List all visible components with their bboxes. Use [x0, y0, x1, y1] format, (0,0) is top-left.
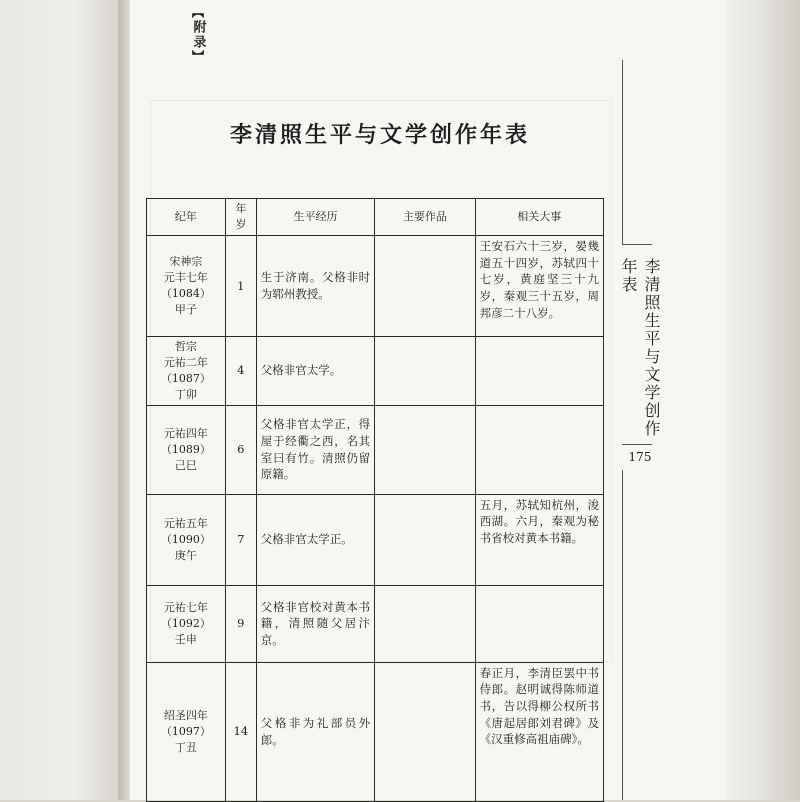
- era-line: 丁丑: [174, 740, 197, 754]
- era-line: 庚午: [174, 548, 197, 562]
- page-number: 175: [628, 450, 652, 464]
- works-cell: [375, 585, 475, 662]
- table-row: [147, 405, 604, 494]
- events-cell: 春正月，李清臣罢中书侍郎。赵明诚得陈师道书，告以得柳公权所书《唐起居郎刘君碑》及《汉重修高祖庙碑》。: [475, 662, 603, 801]
- header-events: 相关大事: [475, 199, 603, 236]
- age-cell: 7: [225, 494, 256, 585]
- life-cell: 父格非官太学。: [256, 336, 374, 405]
- era-line: 丁卯: [174, 387, 197, 401]
- works-cell: [375, 494, 475, 585]
- page-title: 李清照生平与文学创作年表: [229, 123, 530, 148]
- table-row: [147, 336, 604, 405]
- age-cell: 6: [225, 405, 256, 494]
- header-life: 生平经历: [256, 199, 374, 236]
- header-age: 年岁: [225, 199, 256, 236]
- life-cell: 父格非官太学正。: [256, 494, 374, 585]
- era-line: 宋神宗: [169, 255, 203, 268]
- header-works: 主要作品: [375, 199, 475, 236]
- side-rule: [622, 444, 652, 445]
- life-cell: 生于济南。父格非时为郓州教授。: [256, 235, 374, 336]
- era-line: （1084）: [160, 286, 211, 300]
- era-line: （1089）: [160, 442, 211, 456]
- table-row: [147, 494, 604, 585]
- life-cell: 父格非官太学正，得屋于经衢之西，名其室曰有竹。清照仍留原籍。: [256, 405, 374, 494]
- side-rule: [622, 470, 623, 800]
- era-line: 元丰七年: [163, 270, 208, 284]
- works-cell: [375, 336, 475, 405]
- side-rule: [622, 60, 623, 245]
- era-cell: [147, 494, 226, 585]
- era-line: 绍圣四年: [163, 708, 208, 722]
- era-line: （1092）: [160, 616, 211, 630]
- right-page-edge: [722, 0, 800, 800]
- side-rule: [622, 244, 652, 245]
- age-cell: 14: [225, 662, 256, 801]
- age-cell: 9: [225, 585, 256, 662]
- events-cell: 五月，苏轼知杭州，浚西湖。六月，秦观为秘书省校对黄本书籍。: [475, 494, 603, 585]
- works-cell: [375, 235, 475, 336]
- events-cell: [475, 405, 603, 494]
- table-row: [147, 235, 604, 336]
- events-cell: [475, 585, 603, 662]
- appendix-bracket: 】: [190, 50, 205, 64]
- events-cell: [475, 336, 603, 405]
- era-cell: [147, 405, 226, 494]
- events-cell: 王安石六十三岁，晏幾道五十四岁，苏轼四十七岁，黄庭坚三十九岁，秦观三十五岁，周邦彦二十八岁。: [475, 235, 603, 336]
- era-line: （1097）: [160, 724, 211, 738]
- era-cell: [147, 662, 226, 801]
- left-page-edge: [0, 0, 122, 800]
- life-cell: 父格非为礼部员外郎。: [256, 662, 374, 801]
- era-line: 元祐二年: [163, 355, 208, 369]
- life-cell: 父格非官校对黄本书籍，清照随父居汴京。: [256, 585, 374, 662]
- era-line: 甲子: [174, 302, 197, 316]
- appendix-label: 附录: [190, 20, 206, 50]
- era-cell: [147, 235, 226, 336]
- era-line: 哲宗: [174, 339, 197, 353]
- age-cell: 1: [225, 235, 256, 336]
- era-line: （1087）: [160, 371, 211, 385]
- era-cell: [147, 585, 226, 662]
- works-cell: [375, 405, 475, 494]
- era-line: 己巳: [174, 458, 197, 472]
- era-line: 元祐七年: [163, 600, 208, 614]
- era-line: （1090）: [160, 532, 211, 546]
- appendix-mark: [184, 0, 212, 70]
- works-cell: [375, 662, 475, 801]
- chronology-table: [146, 198, 604, 802]
- header-era: 纪年: [147, 199, 226, 236]
- running-title: 李清照生平与文学创作年表: [619, 258, 661, 438]
- era-line: 元祐四年: [163, 426, 208, 440]
- era-line: 元祐五年: [163, 516, 208, 530]
- table-row: [147, 585, 604, 662]
- era-line: 壬申: [174, 632, 197, 646]
- table-header-row: [147, 199, 604, 236]
- era-cell: [147, 336, 226, 405]
- age-cell: 4: [225, 336, 256, 405]
- table-row: [147, 662, 604, 801]
- appendix-bracket: 【: [190, 6, 205, 20]
